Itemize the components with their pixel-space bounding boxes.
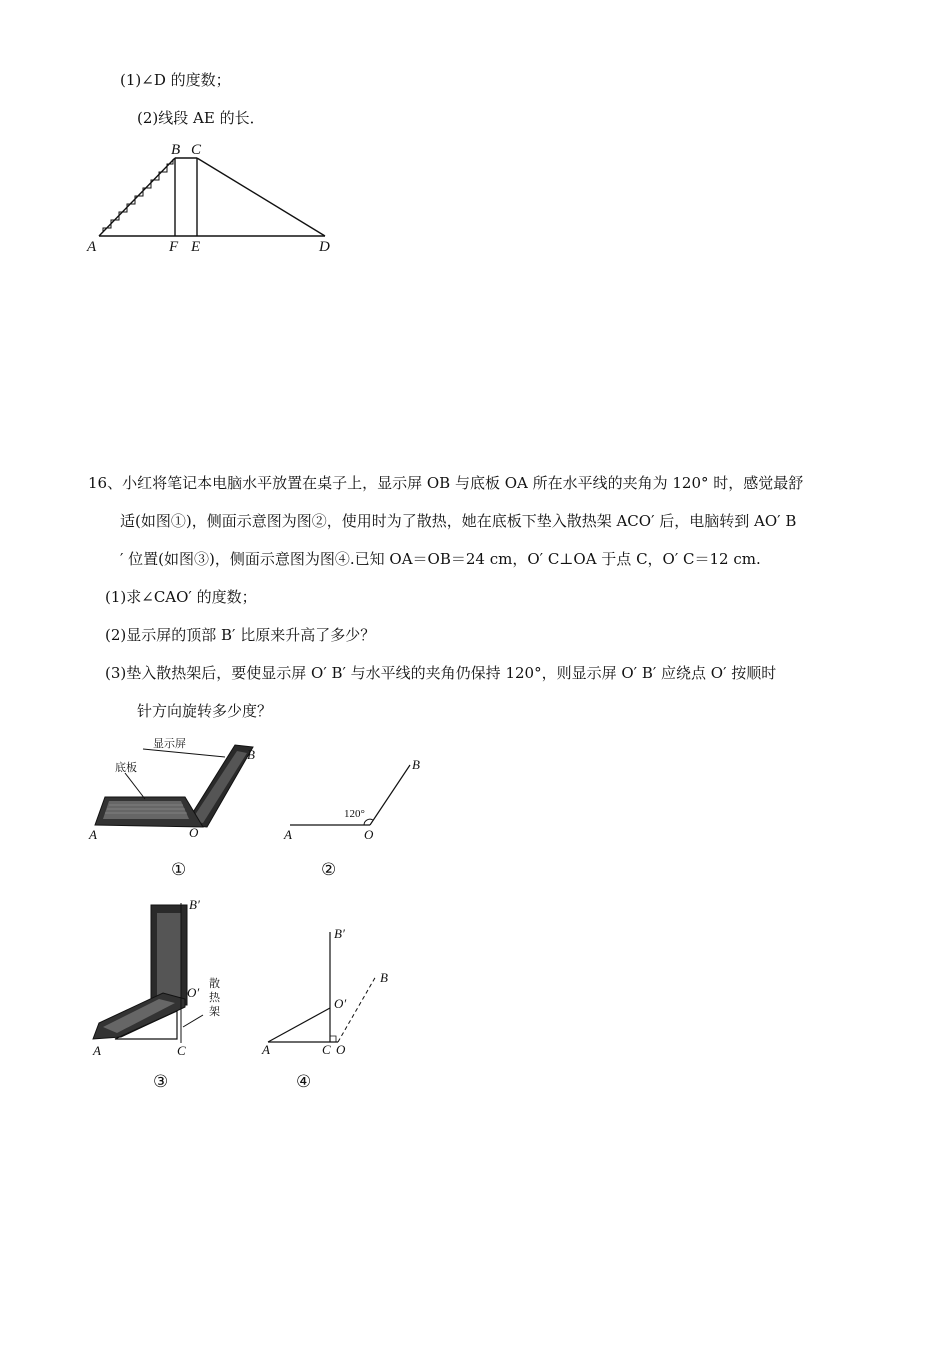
fig4-label-O1: O′ [334, 996, 347, 1011]
figure-4-caption: ④ [296, 1072, 312, 1092]
fig3-stand-label-2: 热 [209, 991, 220, 1004]
fig2-label-A: A [284, 827, 292, 842]
figure-3-laptop-on-stand [85, 895, 245, 1060]
q15-part1: (1)∠D 的度数； [120, 71, 231, 89]
fig4-label-B1: B′ [334, 926, 345, 941]
q16-stem-line3: ′ 位置(如图③)，侧面示意图为图④.已知 OA＝OB＝24 cm，O′ C⊥OA 于点 C，O′ C＝12 cm. [120, 550, 761, 568]
figure-2-caption: ② [321, 860, 337, 880]
fig4-label-O: O [336, 1042, 346, 1057]
q15-label-C: C [191, 142, 202, 158]
figure-1-caption: ① [171, 860, 187, 880]
figure-1-laptop [85, 735, 275, 845]
fig4-label-B: B [380, 970, 388, 985]
q15-part2: (2)线段 AE 的长． [137, 109, 265, 127]
q16-stem-line2: 适(如图①)，侧面示意图为图②，使用时为了散热，她在底板下垫入散热架 ACO′ 后，电脑转到 AO′ B [120, 512, 797, 530]
q15-label-B: B [171, 142, 181, 158]
q16-sub1: (1)求∠CAO′ 的度数； [105, 588, 257, 606]
fig4-label-C: C [322, 1042, 331, 1057]
fig2-label-O: O [364, 827, 374, 842]
fig3-label-C: C [177, 1043, 186, 1058]
fig1-screen-label: 显示屏 [153, 737, 186, 750]
q15-label-D: D [319, 239, 330, 255]
q15-label-A: A [87, 239, 97, 255]
fig1-label-A: A [89, 827, 97, 842]
q16-sub2: (2)显示屏的顶部 B′ 比原来升高了多少？ [105, 626, 376, 644]
fig4-label-A: A [262, 1042, 270, 1057]
fig1-base-label: 底板 [115, 761, 137, 774]
fig1-label-B: B [247, 747, 255, 762]
fig3-stand-label-3: 架 [209, 1005, 220, 1018]
figure-2-diagram [282, 755, 432, 845]
fig2-label-B: B [412, 757, 420, 772]
fig3-stand-label-1: 散 [209, 977, 220, 990]
q15-trapezoid-figure [85, 140, 345, 255]
q16-sub3b: 针方向旋转多少度？ [137, 702, 273, 720]
q15-label-E: E [191, 239, 201, 255]
q16-stem-line1: 16、小红将笔记本电脑水平放置在桌子上，显示屏 OB 与底板 OA 所在水平线的夹角为 120° 时，感觉最舒 [88, 474, 804, 492]
figure-3-caption: ③ [153, 1072, 169, 1092]
fig3-label-B1: B′ [189, 897, 200, 912]
q15-label-F: F [169, 239, 179, 255]
fig1-label-O: O [189, 825, 199, 840]
fig2-angle: 120° [344, 808, 365, 820]
fig3-label-O1: O′ [187, 985, 200, 1000]
q16-sub3a: (3)垫入散热架后，要使显示屏 O′ B′ 与水平线的夹角仍保持 120°，则显示屏 O′ B′ 应绕点 O′ 按顺时 [105, 664, 777, 682]
fig3-label-A: A [93, 1043, 101, 1058]
figure-4-diagram [260, 920, 410, 1060]
